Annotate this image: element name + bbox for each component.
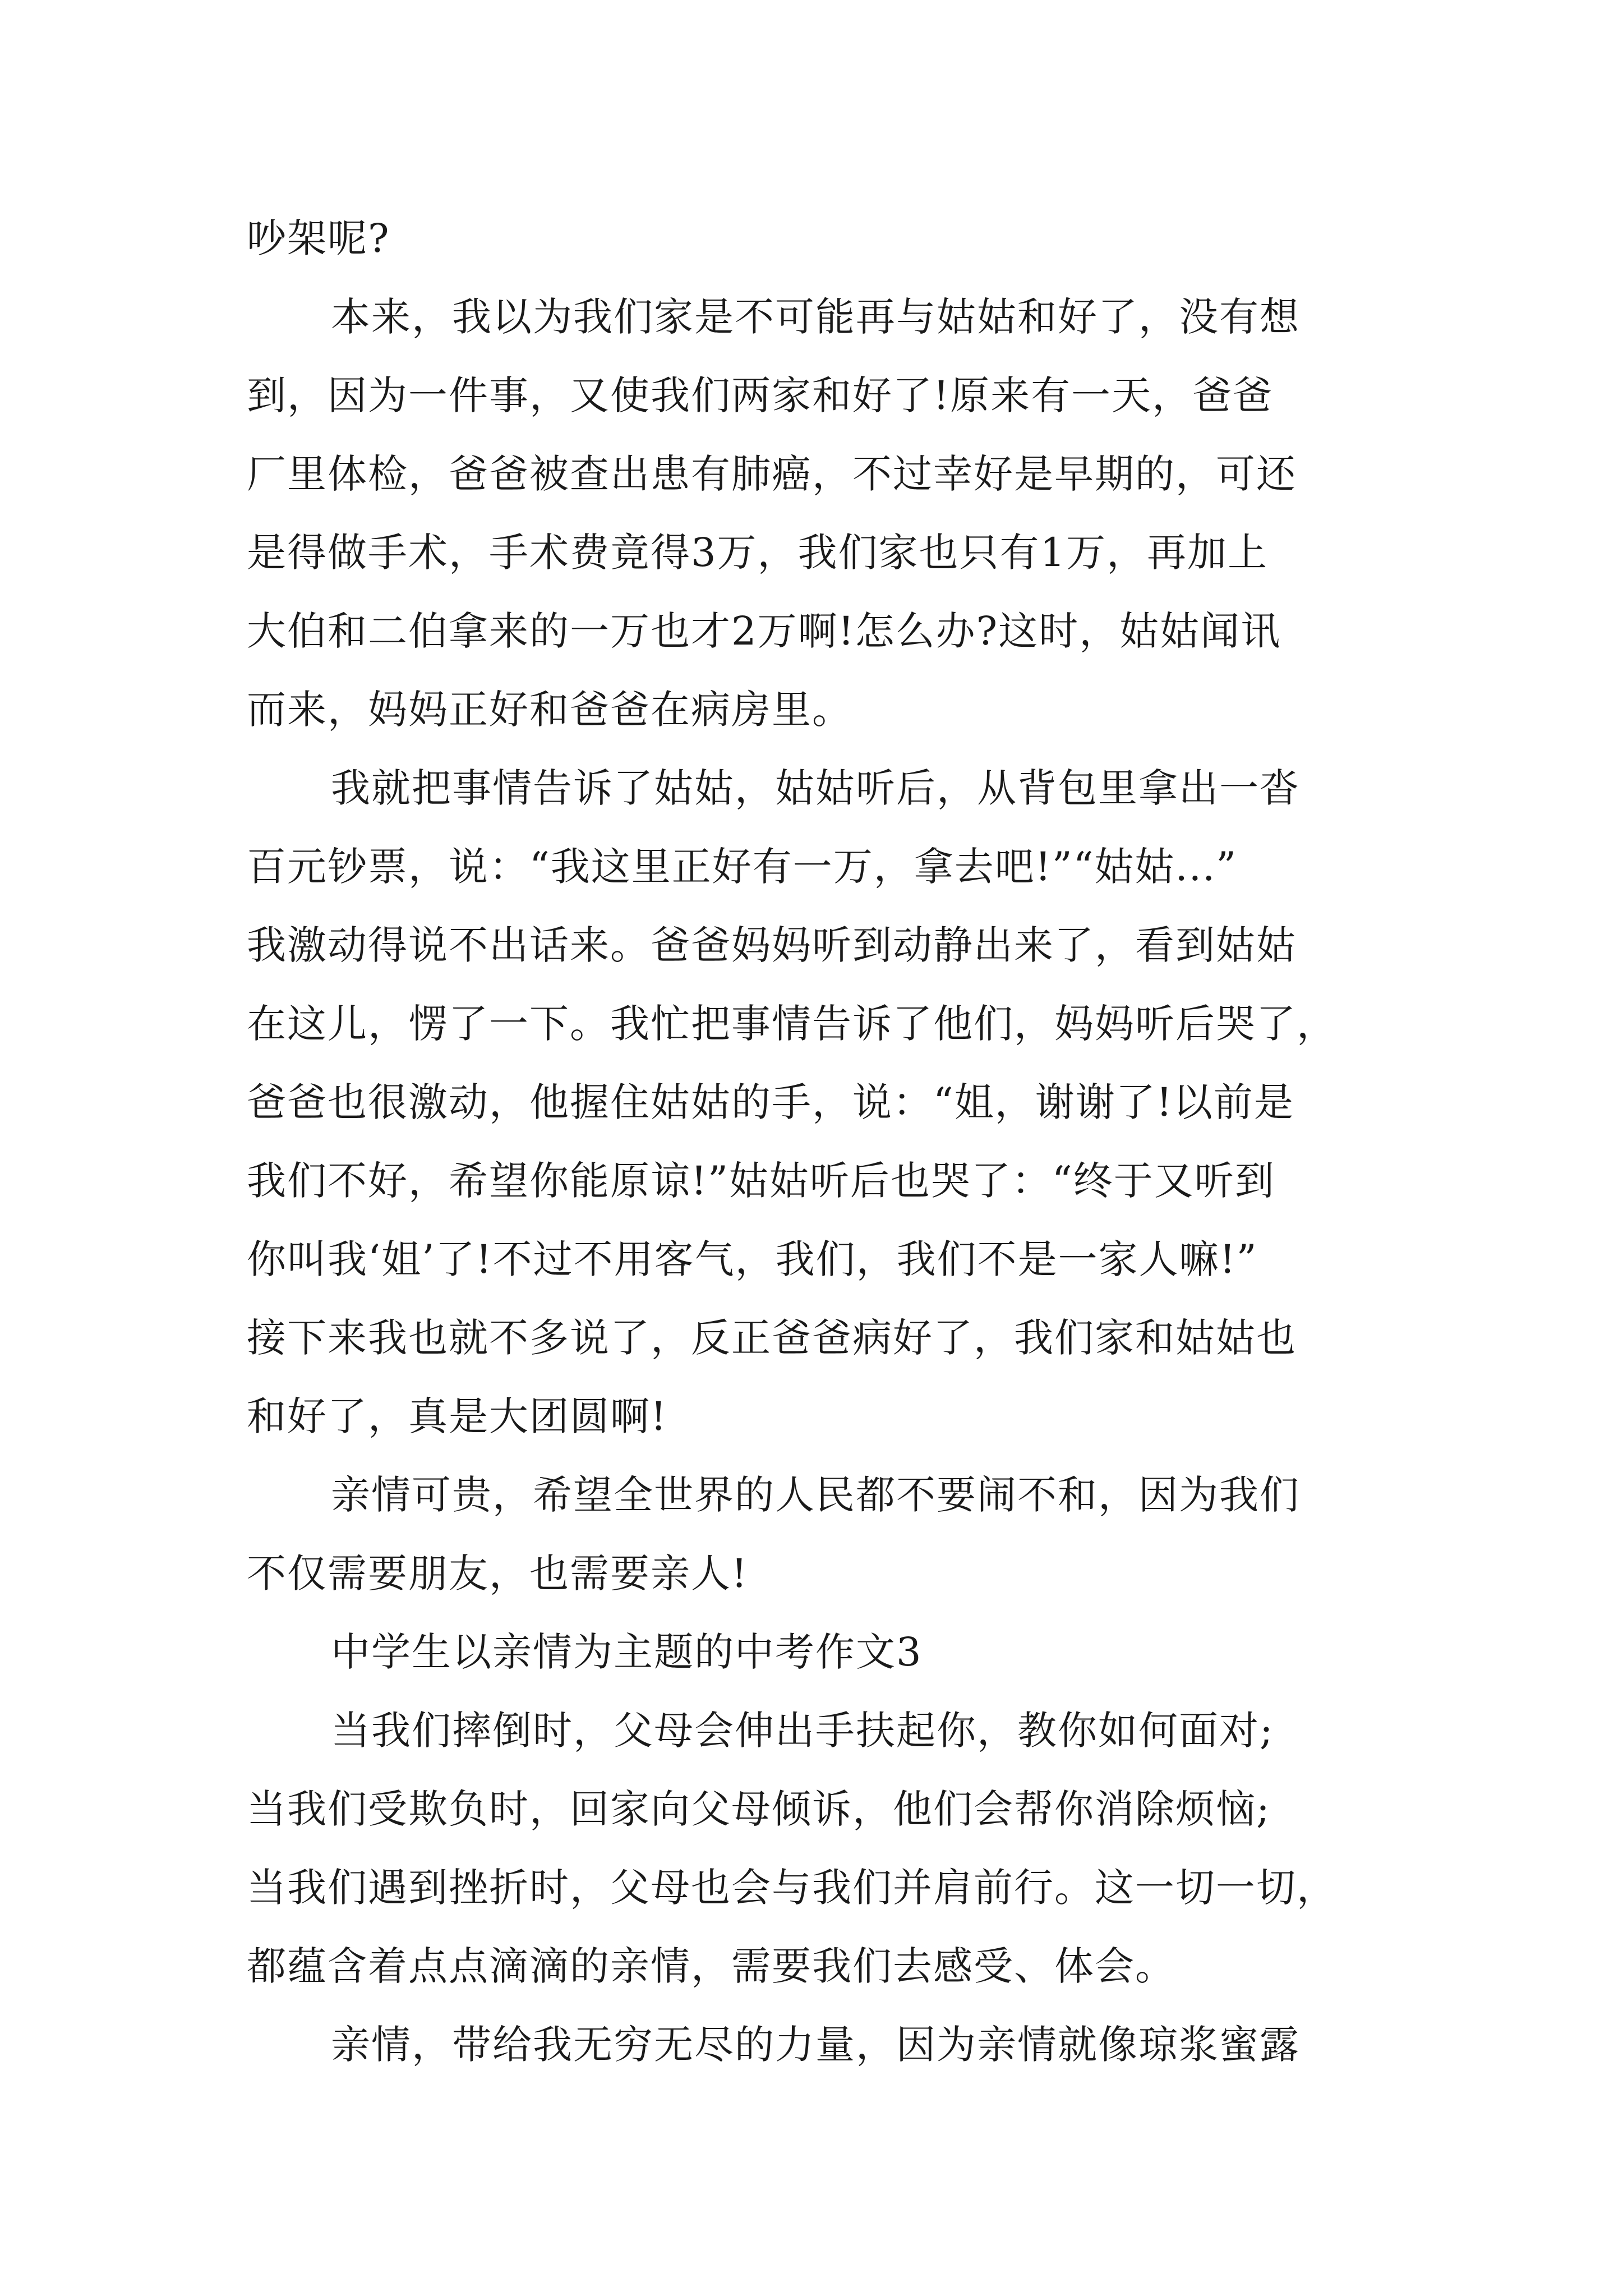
text-line: 是得做手术，手术费竟得3万，我们家也只有1万，再加上 bbox=[247, 530, 1269, 576]
text-line: 在这儿，愣了一下。我忙把事情告诉了他们，妈妈听后哭了， bbox=[247, 1001, 1337, 1047]
text-line: 当我们受欺负时，回家向父母倾诉，他们会帮你消除烦恼; bbox=[247, 1786, 1271, 1832]
text-line: 不仅需要朋友，也需要亲人! bbox=[247, 1550, 749, 1596]
text-line: 爸爸也很激动，他握住姑姑的手，说：“姐，谢谢了!以前是 bbox=[247, 1079, 1294, 1125]
paragraph-start-line: 本来，我以为我们家是不可能再与姑姑和好了，没有想 bbox=[331, 294, 1300, 340]
section-heading: 中学生以亲情为主题的中考作文3 bbox=[331, 1629, 923, 1675]
text-line: 吵架呢? bbox=[247, 215, 390, 261]
text-line: 你叫我‘姐’了!不过不用客气，我们，我们不是一家人嘛!” bbox=[247, 1236, 1258, 1282]
text-line: 当我们遇到挫折时，父母也会与我们并肩前行。这一切一切， bbox=[247, 1865, 1337, 1911]
text-line: 都蕴含着点点滴滴的亲情，需要我们去感受、体会。 bbox=[247, 1943, 1175, 1989]
essay-body bbox=[247, 199, 1374, 2084]
text-line: 和好了，真是大团圆啊! bbox=[247, 1393, 668, 1439]
text-line: 而来，妈妈正好和爸爸在病房里。 bbox=[247, 687, 852, 733]
paragraph-start-line: 亲情，带给我无穷无尽的力量，因为亲情就像琼浆蜜露 bbox=[331, 2022, 1300, 2068]
text-line: 厂里体检，爸爸被查出患有肺癌，不过幸好是早期的，可还 bbox=[247, 451, 1297, 497]
text-line: 我们不好，希望你能原谅!”姑姑听后也哭了：“终于又听到 bbox=[247, 1158, 1275, 1204]
text-line: 我激动得说不出话来。爸爸妈妈听到动静出来了，看到姑姑 bbox=[247, 922, 1297, 968]
text-line: 接下来我也就不多说了，反正爸爸病好了，我们家和姑姑也 bbox=[247, 1315, 1297, 1361]
paragraph-start-line: 我就把事情告诉了姑姑，姑姑听后，从背包里拿出一沓 bbox=[331, 765, 1300, 811]
text-line: 到，因为一件事，又使我们两家和好了!原来有一天，爸爸 bbox=[247, 372, 1274, 418]
paragraph-start-line: 亲情可贵，希望全世界的人民都不要闹不和，因为我们 bbox=[331, 1472, 1300, 1518]
text-line: 大伯和二伯拿来的一万也才2万啊!怎么办?这时，姑姑闻讯 bbox=[247, 608, 1281, 654]
text-line: 百元钞票，说：“我这里正好有一万，拿去吧!”“姑姑...” bbox=[247, 844, 1238, 890]
paragraph-start-line: 当我们摔倒时，父母会伸出手扶起你，教你如何面对; bbox=[331, 1708, 1274, 1754]
